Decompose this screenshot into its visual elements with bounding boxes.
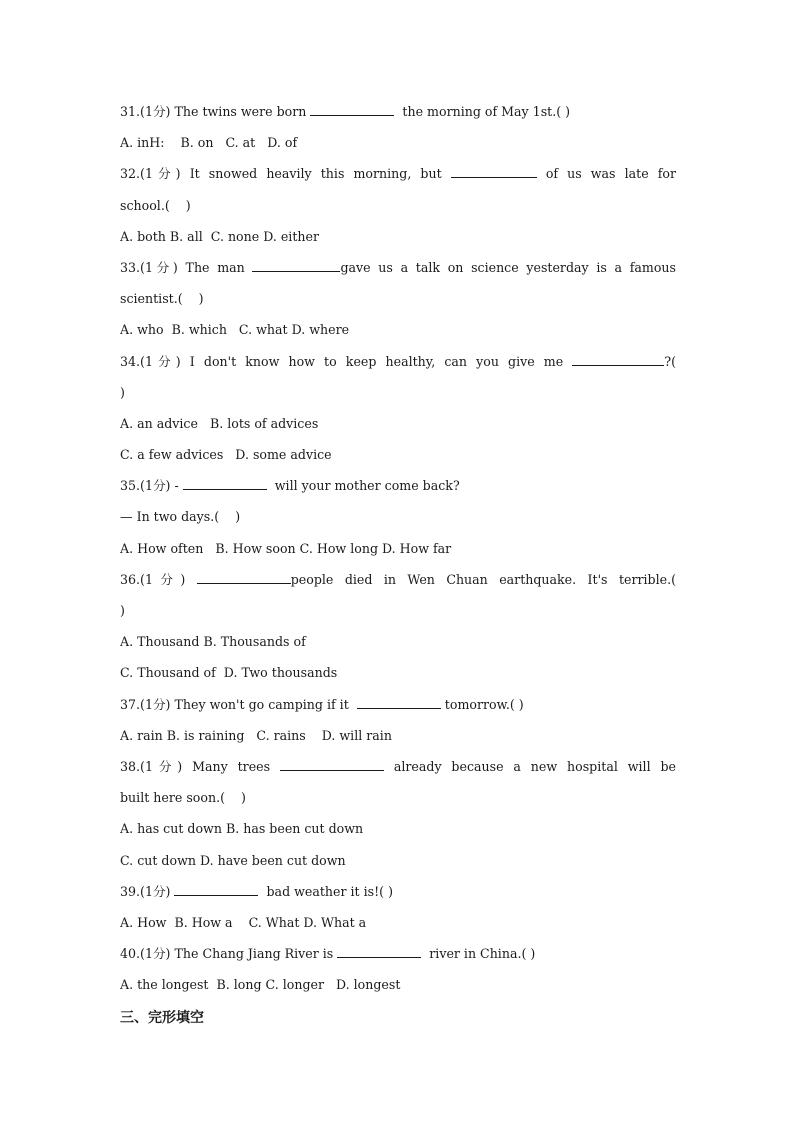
answer-blank [451, 163, 537, 178]
stem-text: - [174, 478, 179, 494]
question-34-options-b: C. a few advices D. some advice [120, 447, 332, 463]
question-36-options-a: A. Thousand B. Thousands of [120, 634, 306, 650]
stem-text: tomorrow.( ) [444, 696, 524, 712]
question-34-stem-cont: ) [120, 384, 125, 400]
question-33-stem [120, 256, 676, 287]
question-35-options: A. How often B. How soon C. How long D. How far [120, 540, 452, 556]
question-36-stem-cont: ) [120, 603, 125, 618]
stem-text: will your mother come back? [274, 478, 460, 494]
question-number: 35. [120, 478, 141, 494]
stem-text: river in China.( ) [429, 946, 536, 962]
question-38-options-b: C. cut down D. have been cut down [120, 852, 346, 868]
answer-blank [337, 943, 421, 958]
question-score: (1分) [140, 571, 186, 587]
question-score: (1分) [140, 259, 178, 275]
question-score: (1分) [140, 758, 183, 774]
question-score: (1分) [140, 104, 171, 119]
question-number: 37. [120, 696, 141, 712]
question-37-stem [120, 693, 676, 724]
section-heading: 三、完形填空 [120, 1010, 204, 1027]
stem-text: of us was late for [545, 166, 676, 182]
stem-text: The twins were born [174, 104, 307, 119]
question-score: (1分) [140, 696, 171, 712]
stem-text: The Chang Jiang River is [174, 946, 334, 962]
answer-blank [280, 756, 384, 771]
answer-blank [252, 257, 340, 272]
question-32-stem-cont: school.( ) [120, 197, 191, 213]
question-33-options: A. who B. which C. what D. where [120, 322, 350, 338]
question-40-options: A. the longest B. long C. longer D. longest [120, 977, 401, 993]
question-score: (1分) [140, 478, 171, 494]
question-34-stem [120, 350, 676, 381]
stem-text: I don't know how to keep healthy, can you give me [189, 353, 564, 369]
stem-text: ?( [664, 353, 676, 369]
question-35-stem-cont: — In two days.( ) [120, 509, 241, 525]
question-32-stem [120, 162, 676, 193]
question-31-options: A. inH: B. on C. at D. of [120, 135, 298, 151]
question-37-options: A. rain B. is raining C. rains D. will rain [120, 727, 392, 743]
stem-text: bad weather it is!( ) [266, 883, 393, 899]
question-number: 32. [120, 166, 141, 182]
stem-text: people died in Wen Chuan earthquake. It's terrible.( [290, 571, 676, 587]
question-35-stem [120, 474, 676, 505]
stem-text: They won't go camping if it [174, 696, 349, 712]
stem-text: the morning of May 1st.( ) [402, 104, 571, 119]
question-36-options-b: C. Thousand of D. Two thousands [120, 665, 338, 681]
stem-text: gave us a talk on science yesterday is a famous [340, 259, 676, 275]
question-number: 39. [120, 883, 141, 899]
question-38-stem-cont: built here soon.( ) [120, 790, 246, 806]
question-number: 38. [120, 758, 141, 774]
stem-text: already because a new hospital will be [393, 758, 676, 774]
question-score: (1分) [140, 946, 171, 962]
stem-text: Many trees [192, 758, 271, 774]
stem-text: The man [185, 259, 245, 275]
question-31-stem [120, 100, 676, 131]
question-32-options: A. both B. all C. none D. either [120, 228, 319, 244]
question-score: (1分) [140, 883, 171, 899]
question-score: (1分) [140, 353, 181, 369]
question-number: 40. [120, 946, 141, 962]
stem-text: It snowed heavily this morning, but [189, 166, 442, 182]
answer-blank [197, 569, 291, 584]
answer-blank [572, 351, 664, 366]
question-33-stem-cont: scientist.( ) [120, 291, 204, 307]
question-number: 34. [120, 353, 141, 369]
question-39-options: A. How B. How a C. What D. What a [120, 914, 367, 930]
question-39-stem [120, 880, 676, 911]
question-number: 31. [120, 104, 141, 119]
question-38-options-a: A. has cut down B. has been cut down [120, 821, 364, 837]
answer-blank [310, 101, 394, 116]
answer-blank [174, 881, 258, 896]
exam-page [120, 100, 676, 1038]
question-34-options-a: A. an advice B. lots of advices [120, 415, 319, 431]
question-number: 36. [120, 571, 141, 587]
question-38-stem [120, 755, 676, 786]
question-40-stem [120, 942, 676, 973]
question-36-stem [120, 568, 676, 599]
question-number: 33. [120, 259, 141, 275]
answer-blank [183, 475, 267, 490]
question-score: (1分) [140, 166, 181, 182]
answer-blank [357, 694, 441, 709]
